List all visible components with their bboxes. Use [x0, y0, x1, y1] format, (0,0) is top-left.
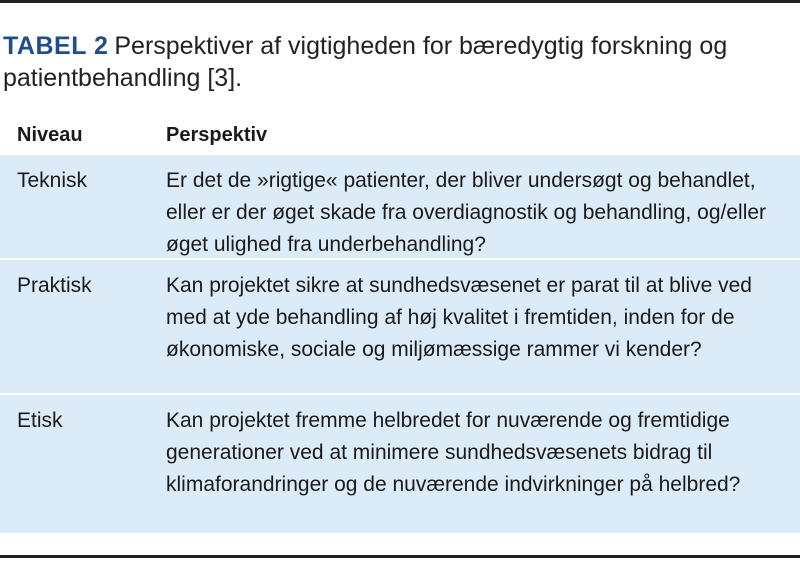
table-row [0, 258, 800, 393]
row-level: Etisk [17, 409, 63, 432]
row-level: Teknisk [17, 169, 88, 192]
table-row [0, 393, 800, 533]
table-title: Perspektiver af vigtigheden for bæredygtig forskning og patientbehandling [3]. [3, 32, 728, 92]
bottom-rule [0, 555, 800, 558]
row-perspective: Kan projektet sikre at sundhedsvæsenet er parat til at blive ved med at yde behandling af høj kvalitet i fremtiden, inden for de økonomiske, sociale og miljømæssige rammer vi kender? [166, 274, 752, 361]
top-rule [0, 0, 800, 3]
header-perspektiv: Perspektiv [166, 124, 268, 146]
row-perspective: Er det de »rigtige« patienter, der bliver undersøgt og behandlet, eller er der øget skade fra overdiagnostik og behandling, og/eller øget ulighed fra underbehandling? [166, 169, 767, 256]
perspectives-table [0, 117, 800, 533]
header-niveau: Niveau [17, 124, 83, 146]
table-row [0, 153, 800, 258]
table-caption [3, 30, 783, 94]
row-perspective: Kan projektet fremme helbredet for nuværende og fremtidige generationer ved at minimere sundhedsvæsenets bidrag til klimaforandringer og de nuværende indvirkninger på helbred? [166, 409, 741, 496]
row-level: Praktisk [17, 274, 92, 297]
table-label: TABEL 2 [3, 32, 109, 60]
table-header-row [0, 117, 800, 153]
